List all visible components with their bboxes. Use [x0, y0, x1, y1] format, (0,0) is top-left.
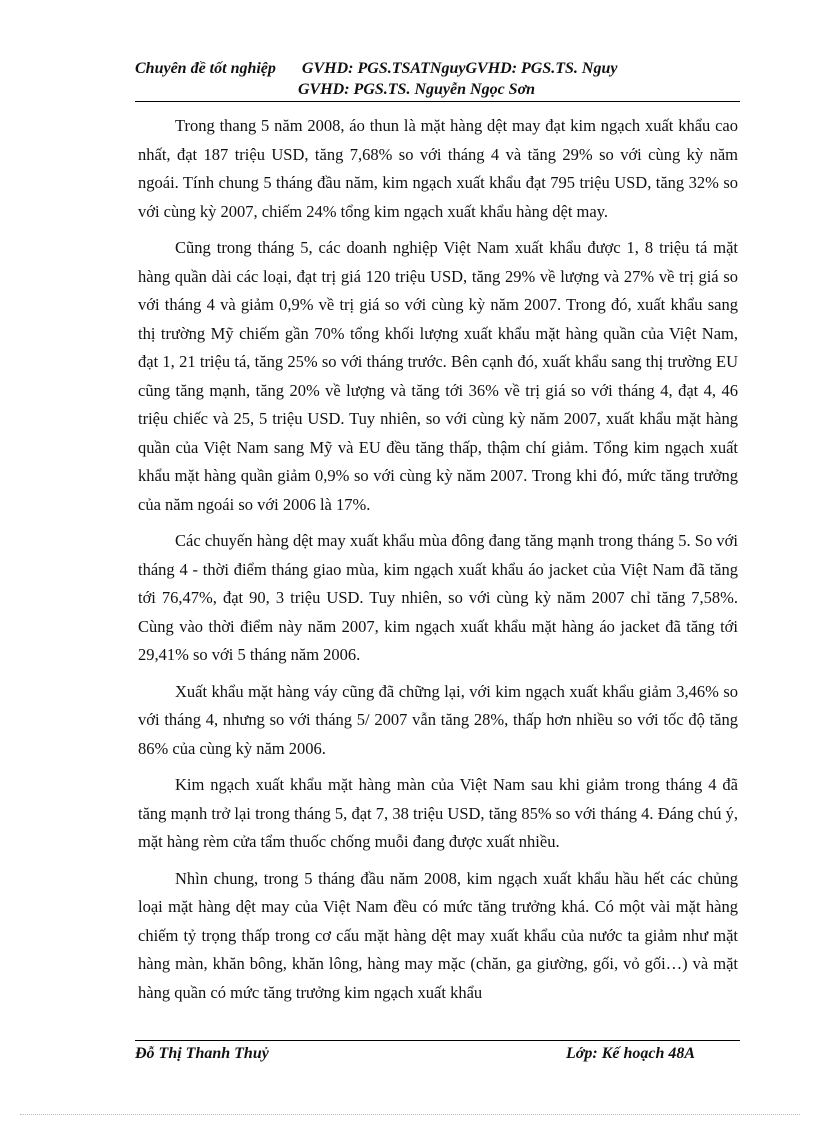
document-body [138, 112, 738, 1015]
header-line-1 [135, 60, 617, 78]
page-header [135, 60, 740, 106]
footer-author: Đỗ Thị Thanh Thuỷ [135, 1045, 269, 1062]
paragraph: Trong thang 5 năm 2008, áo thun là mặt hàng dệt may đạt kim ngạch xuất khẩu cao nhất, đạt 187 triệu USD, tăng 7,68% so với tháng 4 và tăng 29% so với cùng kỳ năm ngoái. Tính chung 5 tháng đầu năm, kim ngạch xuất khẩu đạt 795 triệu USD, tăng 32% so với cùng kỳ 2007, chiếm 24% tổng kim ngạch xuất khẩu hàng dệt may. [138, 116, 738, 221]
paragraph: Các chuyến hàng dệt may xuất khẩu mùa đông đang tăng mạnh trong tháng 5. So với tháng 4 - thời điểm tháng giao mùa, kim ngạch xuất khẩu áo jacket của Việt Nam đã tăng tới 76,47%, đạt 90, 3 triệu USD. Tuy nhiên, so với cùng kỳ năm 2007 chỉ tăng 7,58%. Cùng vào thời điểm này năm 2007, kim ngạch xuất khẩu mặt hàng áo jacket đã tăng tới 29,41% so với 5 tháng năm 2006. [138, 531, 738, 664]
header-divider [135, 101, 740, 102]
paragraph: Cũng trong tháng 5, các doanh nghiệp Việt Nam xuất khẩu được 1, 8 triệu tá mặt hàng quần dài các loại, đạt trị giá 120 triệu USD, tăng 29% về lượng và 27% về trị giá so với tháng 4 và giảm 0,9% về trị giá so với cùng kỳ năm 2007. Trong đó, xuất khẩu sang thị trường Mỹ chiếm gần 70% tổng khối lượng xuất khẩu mặt hàng quần của Việt Nam, đạt 1, 21 triệu tá, tăng 25% so với tháng trước. Bên cạnh đó, xuất khẩu sang thị trường EU cũng tăng mạnh, tăng 20% về lượng và tăng tới 36% về trị giá so với tháng 4, đạt 4, 46 triệu chiếc và 25, 5 triệu USD. Tuy nhiên, so với cùng kỳ năm 2007, xuất khẩu mặt hàng quần của Việt Nam sang Mỹ và EU đều tăng thấp, thậm chí giảm. Tổng kim ngạch xuất khẩu mặt hàng quần giảm 0,9% so với cùng kỳ năm 2007. Trong khi đó, mức tăng trưởng của năm ngoái so với 2006 là 17%. [138, 238, 738, 514]
advisor-overlap: GVHD: PGS.TSATNguyGVHD: PGS.TS. Nguy [301, 60, 618, 77]
paragraph: Nhìn chung, trong 5 tháng đầu năm 2008, kim ngạch xuất khẩu hầu hết các chủng loại mặt hàng dệt may của Việt Nam đều có mức tăng trưởng khá. Có một vài mặt hàng chiếm tỷ trọng thấp trong cơ cấu mặt hàng dệt may xuất khẩu của nước ta giảm như mặt hàng màn, khăn bông, khăn lông, hàng may mặc (chăn, ga giường, gối, vỏ gối…) và mặt hàng quần có mức tăng trưởng kim ngạch xuất khẩu [138, 868, 738, 1002]
paragraph: Xuất khẩu mặt hàng váy cũng đã chững lại, với kim ngạch xuất khẩu giảm 3,46% so với tháng 4, nhưng so với tháng 5/ 2007 vẫn tăng 28%, thấp hơn nhiều so với tốc độ tăng 86% của cùng kỳ năm 2006. [138, 681, 738, 758]
document-title: Chuyên đề tốt nghiệp [135, 60, 276, 77]
page-edge-line [20, 1114, 800, 1115]
footer-class: Lớp: Kế hoạch 48A [566, 1045, 696, 1062]
paragraph: Kim ngạch xuất khẩu mặt hàng màn của Việt Nam sau khi giảm trong tháng 4 đã tăng mạnh trở lại trong tháng 5, đạt 7, 38 triệu USD, tăng 85% so với tháng 4. Đáng chú ý, mặt hàng rèm cửa tẩm thuốc chống muỗi đang được xuất nhiều. [138, 775, 738, 851]
footer-divider [135, 1040, 740, 1041]
advisor-name: GVHD: PGS.TS. Nguyễn Ngọc Sơn [298, 81, 536, 98]
